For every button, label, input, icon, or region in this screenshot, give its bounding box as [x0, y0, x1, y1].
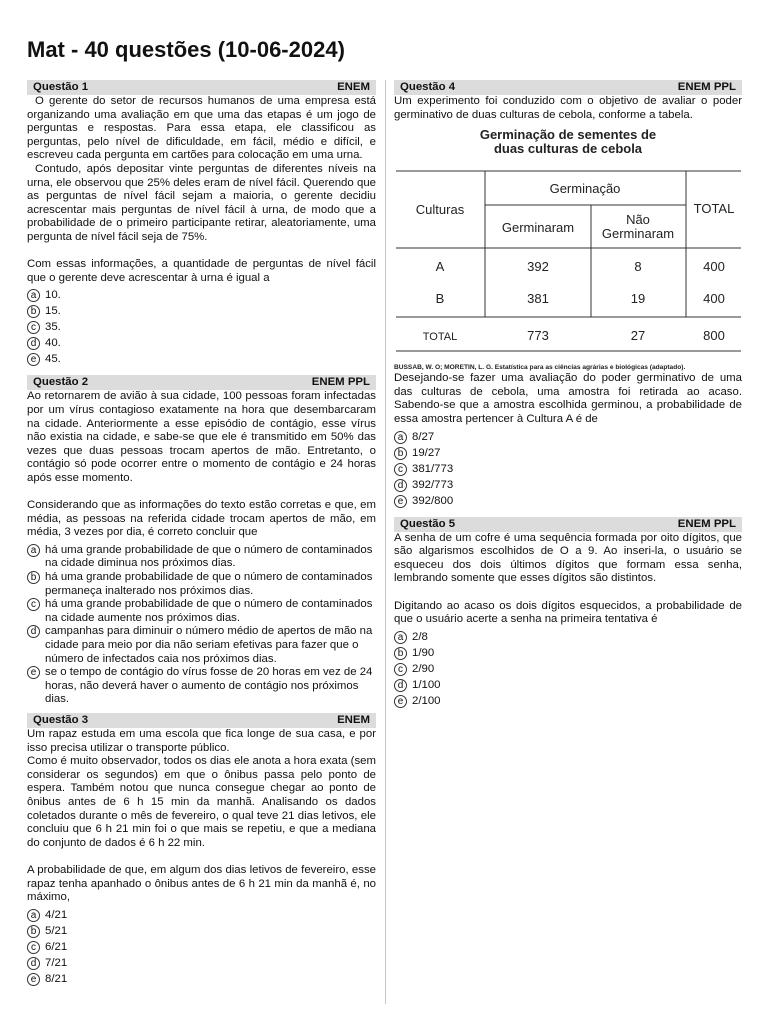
option-letter: c — [27, 941, 40, 954]
question-statement — [394, 532, 742, 627]
statement-paragraph: Um experimento foi conduzido com o objetivo de avaliar o poder germinativo de duas culturas de cebola, conforme a tabela. — [394, 95, 742, 121]
answer-option-e[interactable] — [27, 666, 376, 707]
question-number: Questão 3 — [33, 713, 89, 726]
answer-option-b[interactable] — [27, 571, 376, 598]
answer-options — [27, 289, 376, 369]
row-total-total: 800 — [703, 328, 725, 344]
left-column — [27, 80, 376, 995]
germination-table — [394, 170, 742, 360]
option-letter: a — [394, 431, 407, 444]
header-germinaram: Germinaram — [501, 220, 575, 236]
option-letter: e — [27, 973, 40, 986]
option-text: 45. — [45, 353, 61, 366]
statement-paragraph: A senha de um cofre é uma sequência formada por oito dígitos, que são algarismos escolhidos de O a 9. Ao inseri-la, o usuário se esqueceu dos dois últimos dígitos que formam essa senha, lembrando somente que esses dígitos são distintos. — [394, 531, 742, 585]
option-letter: d — [27, 337, 40, 350]
option-text: há uma grande probabilidade de que o número de contaminados na cidade aumente nos próximos dias. — [45, 598, 373, 624]
option-letter: c — [394, 463, 407, 476]
row-a-germinaram: 392 — [527, 259, 549, 275]
answer-option-c[interactable] — [394, 663, 742, 679]
option-text: 8/27 — [412, 430, 435, 443]
answer-option-d[interactable] — [27, 957, 376, 973]
question-header — [394, 517, 742, 532]
option-text: campanhas para diminuir o número médio de apertos de mão na cidade para meio por dia não seriam efetivas para fazer que o número de infectados caia nos próximos dias. — [45, 625, 373, 665]
option-text: 4/21 — [45, 908, 68, 921]
answer-option-a[interactable] — [27, 909, 376, 925]
table-title-line: Germinação de sementes de — [479, 127, 657, 143]
answer-option-b[interactable] — [27, 305, 376, 321]
answer-options — [27, 909, 376, 989]
option-text: 40. — [45, 337, 61, 350]
question-header — [27, 80, 376, 95]
option-letter: b — [394, 447, 407, 460]
row-b-nao: 19 — [630, 291, 646, 307]
header-nao-line1: Não — [626, 212, 650, 228]
statement-paragraph: Desejando-se fazer uma avaliação do poder germinativo de uma das culturas de cebola, uma amostra foi retirada ao acaso. Sabendo-se que a amostra escolhida germinou, a probabilidade de essa amostra pertencer à Cultura A é de — [394, 372, 742, 425]
option-text: 1/90 — [412, 646, 435, 659]
option-text: 5/21 — [45, 924, 68, 937]
row-a-total: 400 — [703, 259, 725, 275]
option-text: 381/773 — [412, 462, 454, 475]
answer-option-d[interactable] — [394, 479, 742, 495]
answer-options — [394, 631, 742, 711]
answer-option-b[interactable] — [394, 447, 742, 463]
option-text: há uma grande probabilidade de que o número de contaminados permaneça inalterado nos próximos dias. — [45, 571, 373, 597]
row-total-label: TOTAL — [422, 331, 458, 344]
answer-options — [394, 431, 742, 511]
answer-option-c[interactable] — [27, 321, 376, 337]
option-text: 8/21 — [45, 972, 68, 985]
question-4 — [394, 80, 742, 511]
answer-option-d[interactable] — [27, 625, 376, 666]
option-letter: e — [27, 666, 40, 679]
option-text: 392/800 — [412, 494, 454, 507]
statement-paragraph: Digitando ao acaso os dois dígitos esquecidos, a probabilidade de que o usuário acerte a senha na primeira tentativa é — [394, 599, 742, 626]
row-b-germinaram: 381 — [527, 291, 549, 307]
header-germinacao: Germinação — [549, 181, 621, 197]
answer-option-d[interactable] — [27, 337, 376, 353]
answer-option-c[interactable] — [27, 598, 376, 625]
option-letter: b — [27, 925, 40, 938]
question-number: Questão 5 — [400, 517, 456, 530]
question-source: ENEM PPL — [311, 376, 370, 389]
question-source: ENEM — [337, 81, 370, 93]
row-b-total: 400 — [703, 291, 725, 307]
option-text: 2/100 — [412, 694, 441, 707]
option-text: 35. — [45, 321, 61, 334]
question-5 — [394, 517, 742, 711]
row-total-nao: 27 — [630, 328, 646, 344]
question-statement — [27, 728, 376, 905]
option-letter: c — [27, 598, 40, 611]
option-text: se o tempo de contágio do vírus fosse de 20 horas em vez de 24 horas, não deverá haver o aumento de contágio nos próximos dias. — [45, 666, 373, 706]
option-text: 392/773 — [412, 478, 454, 491]
question-number: Questão 1 — [33, 81, 89, 93]
statement-paragraph: Contudo, após depositar vinte perguntas de diferentes níveis na urna, ele observou que 25% deles eram de nível fácil. Querendo que as perguntas de nível fácil sejam a maioria, o gerente decidiu acrescentar mais perguntas de nível fácil à urna, de modo que a probabilidade de o primeiro participante retirar, aleatoriamente, uma pergunta de nível fácil seja de 75%. — [27, 162, 376, 243]
question-source: ENEM PPL — [677, 81, 736, 93]
question-statement — [394, 95, 742, 122]
option-text: 10. — [45, 289, 61, 302]
option-letter: d — [394, 679, 407, 692]
option-letter: d — [27, 957, 40, 970]
row-a-nao: 8 — [634, 259, 642, 275]
column-divider — [385, 80, 386, 1004]
row-total-germinaram: 773 — [527, 328, 549, 344]
option-text: 1/100 — [412, 678, 441, 691]
option-text: 15. — [45, 305, 61, 318]
answer-option-a[interactable] — [394, 631, 742, 647]
option-letter: d — [27, 625, 40, 638]
option-text: 19/27 — [412, 446, 441, 459]
option-text: há uma grande probabilidade de que o número de contaminados na cidade diminua nos próximos dias. — [45, 543, 373, 570]
question-statement — [27, 390, 376, 540]
table-title — [394, 128, 742, 156]
question-2 — [27, 375, 376, 707]
statement-paragraph: A probabilidade de que, em algum dos dias letivos de fevereiro, esse rapaz tenha apanhado o ônibus antes de 6 h 21 min da manhã é, no máximo, — [27, 863, 376, 904]
row-b-label: B — [435, 291, 445, 307]
option-text: 2/8 — [412, 630, 428, 643]
answer-option-a[interactable] — [27, 289, 376, 305]
question-header — [27, 375, 376, 390]
question-header — [27, 713, 376, 728]
question-header — [394, 80, 742, 95]
option-letter: e — [394, 495, 407, 508]
option-text: 2/90 — [412, 662, 435, 675]
answer-option-b[interactable] — [394, 647, 742, 663]
germination-table-figure — [394, 128, 742, 372]
answer-option-d[interactable] — [394, 679, 742, 695]
option-text: 7/21 — [45, 956, 68, 969]
question-number: Questão 2 — [33, 376, 89, 389]
statement-paragraph: Considerando que as informações do texto estão corretas e que, em média, as pessoas na referida cidade trocam apertos de mão, em média, 3 vezes por dia, é correto concluir que — [27, 499, 376, 539]
header-total: TOTAL — [693, 201, 735, 217]
option-letter: a — [27, 544, 40, 557]
answer-option-a[interactable] — [27, 544, 376, 571]
statement-paragraph: Ao retornarem de avião à sua cidade, 100 pessoas foram infectadas por um vírus contagioso exatamente na hora que desembarcaram na cidade. Anteriormente a esse episódio de contágio, esse vírus não existia na cidade, e sabe-se que ele é transmitido em 50% das vezes que duas pessoas trocam apertos de mão. Entretanto, o contágio só pode ocorrer entre o momento de contágio e 24 horas após esse momento. — [27, 390, 376, 484]
answer-option-e[interactable] — [27, 973, 376, 989]
statement-paragraph: Com essas informações, a quantidade de perguntas de nível fácil que o gerente deve acrescentar à urna é igual a — [27, 258, 376, 284]
table-source-citation: BUSSAB, W. O; MORETIN, L. G. Estatística para as ciências agrárias e biológicas (adaptado). — [394, 364, 686, 372]
right-column — [394, 80, 742, 717]
answer-option-c[interactable] — [394, 463, 742, 479]
row-a-label: A — [435, 259, 445, 275]
option-letter: b — [27, 571, 40, 584]
statement-paragraph: Um rapaz estuda em uma escola que fica longe de sua casa, e por isso precisa utilizar o transporte público. — [27, 727, 376, 754]
option-text: 6/21 — [45, 940, 68, 953]
question-source: ENEM PPL — [677, 517, 736, 530]
header-culturas: Culturas — [415, 202, 465, 218]
question-statement — [394, 372, 742, 426]
option-letter: b — [27, 305, 40, 318]
header-nao-line2: Germinaram — [601, 226, 675, 242]
table-title-line: duas culturas de cebola — [493, 141, 643, 157]
statement-paragraph: Como é muito observador, todos os dias ele anota a hora exata (sem considerar os segundos) em que o ônibus passa pelo ponto de espera. Também notou que nunca consegue chegar ao ponto de ônibus antes de 6 h 15 min da manhã. Analisando os dados coletados durante o mês de fevereiro, o qual teve 21 dias letivos, ele concluiu que 6 h 21 min foi o que mais se repetiu, e que a mediana do conjunto de dados é 6 h 22 min. — [27, 755, 376, 849]
question-number: Questão 4 — [400, 81, 456, 93]
option-letter: a — [27, 909, 40, 922]
question-1 — [27, 80, 376, 369]
option-letter: e — [394, 695, 407, 708]
page-title: Mat - 40 questões (10-06-2024) — [27, 37, 345, 62]
question-source: ENEM — [337, 713, 370, 726]
option-letter: a — [394, 631, 407, 644]
option-letter: b — [394, 647, 407, 660]
question-statement — [27, 95, 376, 285]
question-3 — [27, 713, 376, 989]
statement-paragraph: O gerente do setor de recursos humanos de uma empresa está organizando uma avaliação em que uma das etapas é um jogo de perguntas e respostas. Para essa etapa, ele classificou as perguntas, pelo nível de dificuldade, em fácil, médio e difícil, e escreveu cada pergunta em cartões para colocação em uma urna. — [27, 95, 376, 162]
answer-option-b[interactable] — [27, 925, 376, 941]
answer-options — [27, 544, 376, 707]
answer-option-a[interactable] — [394, 431, 742, 447]
option-letter: d — [394, 479, 407, 492]
answer-option-e[interactable] — [27, 353, 376, 369]
option-letter: a — [27, 289, 40, 302]
answer-option-e[interactable] — [394, 695, 742, 711]
answer-option-e[interactable] — [394, 495, 742, 511]
option-letter: c — [394, 663, 407, 676]
option-letter: c — [27, 321, 40, 334]
option-letter: e — [27, 353, 40, 366]
answer-option-c[interactable] — [27, 941, 376, 957]
